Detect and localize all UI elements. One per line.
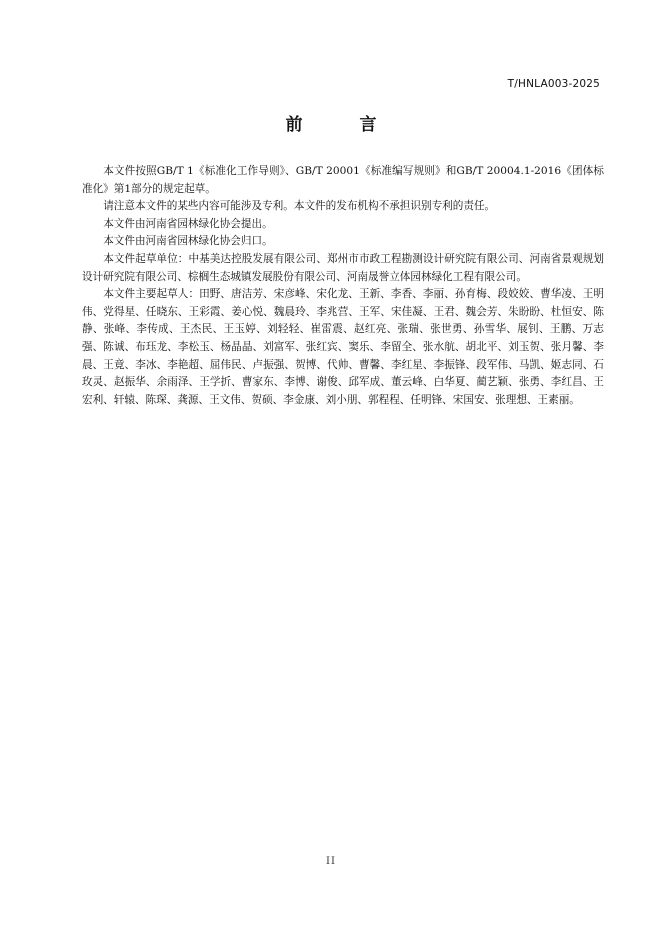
- paragraph-drafters: 本文件主要起草人：田野、唐洁芳、宋彦峰、宋化龙、王新、李香、李丽、孙育梅、段姣姣、曹华凌、王明伟、党得星、任晓东、王彩霞、姜心悦、魏晨玲、李兆营、王军、宋佳凝、王君、魏会芳、朱盼盼、杜恒安、陈静、张峰、李传成、王杰民、王玉婷、刘轻轻、崔雷震、赵红亮、张瑞、张世勇、孙雪华、展钊、王鹏、万志强、陈诚、布珏龙、李松玉、杨晶晶、刘富军、张红宾、窦乐、李留全、张水航、胡北平、刘玉贺、张月馨、李晨、王竟、李冰、李艳超、屈伟民、卢振强、贺博、代帅、曹馨、李红星、李振锋、段军伟、马凯、姬志同、石玫灵、赵振华、余雨泽、王学折、曹家东、李博、谢俊、邱军成、董云峰、白华夏、蔺艺颖、张勇、李红昌、王宏利、轩辕、陈琛、龚源、王文伟、贺硕、李金康、刘小朋、郭程程、任明锋、宋国安、张理想、王素丽。: [82, 288, 604, 406]
- paragraph-centralized-by: 本文件由河南省园林绿化协会归口。: [103, 235, 273, 248]
- paragraph-proposed-by: 本文件由河南省园林绿化协会提出。: [103, 217, 273, 230]
- page-number: II: [326, 856, 336, 867]
- document-code: T/HNLA003-2025: [507, 78, 600, 90]
- paragraph-drafting-rules: 本文件按照GB/T 1《标准化工作导则》、GB/T 20001《标准编写规则》和GB/T 20004.1-2016《团体标准化》第1部分的规定起草。: [82, 165, 604, 195]
- paragraph-drafting-organizations: 本文件起草单位：中基美达控股发展有限公司、郑州市市政工程勘测设计研究院有限公司、河南省景观规划设计研究院有限公司、棕榈生态城镇发展股份有限公司、河南晟誉立体园林绿化工程有限公司。: [82, 252, 604, 283]
- page-title: 前 言: [285, 115, 397, 135]
- preface-body: [82, 163, 604, 409]
- paragraph-patent-notice: 请注意本文件的某些内容可能涉及专利。本文件的发布机构不承担识别专利的责任。: [103, 200, 496, 213]
